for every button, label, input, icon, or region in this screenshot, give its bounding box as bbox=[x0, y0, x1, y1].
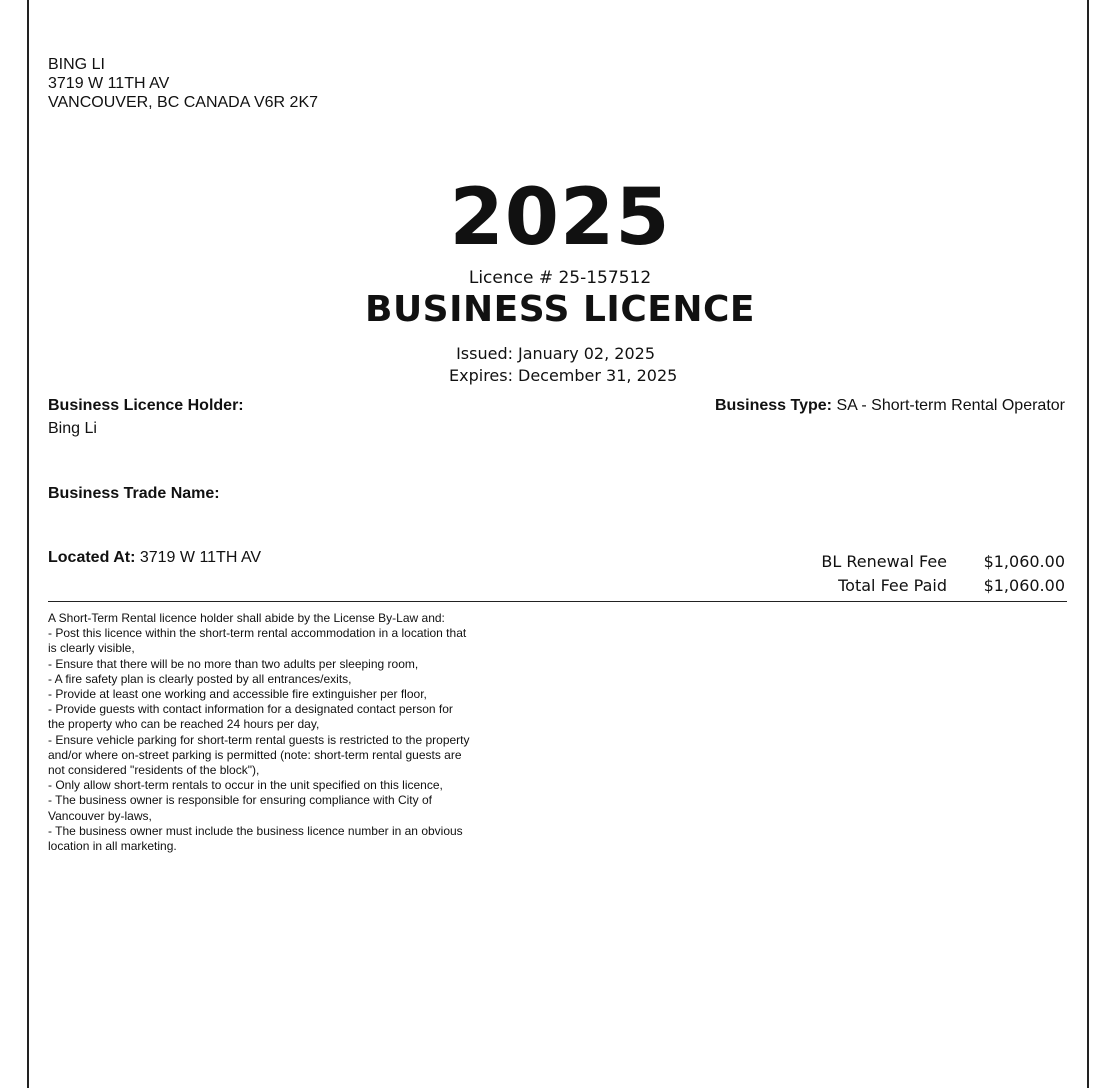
issued-date: January 02, 2025 bbox=[518, 344, 655, 363]
condition-line: - Ensure vehicle parking for short-term rental guests is restricted to the property bbox=[48, 732, 470, 747]
fee-row bbox=[821, 550, 1065, 574]
location-value: 3719 W 11TH AV bbox=[135, 549, 262, 566]
business-type-label: Business Type: bbox=[714, 397, 833, 414]
condition-line: - Provide at least one working and accessible fire extinguisher per floor, bbox=[48, 687, 427, 702]
condition-line: Vancouver by-laws, bbox=[48, 808, 152, 823]
condition-line: A Short-Term Rental licence holder shall abide by the License By-Law and: bbox=[48, 611, 445, 625]
fee-summary bbox=[821, 550, 1065, 598]
fee-amount: $1,060.00 bbox=[983, 552, 1065, 571]
condition-line: is clearly visible, bbox=[48, 641, 135, 656]
condition-line: not considered "residents of the block"), bbox=[48, 763, 260, 778]
fee-row bbox=[821, 574, 1065, 598]
condition-line: the property who can be reached 24 hours per day, bbox=[48, 717, 320, 732]
condition-line: and/or where on-street parking is permitted (note: short-term rental guests are bbox=[48, 747, 462, 762]
licence-page bbox=[27, 0, 1089, 1088]
location-label: Located At: bbox=[48, 549, 136, 566]
expires-date: December 31, 2025 bbox=[518, 366, 678, 385]
condition-line: - The business owner is responsible for ensuring compliance with City of bbox=[48, 793, 432, 808]
location bbox=[48, 549, 261, 567]
condition-line: - Only allow short-term rentals to occur in the unit specified on this licence, bbox=[48, 778, 443, 793]
issued-label: Issued: bbox=[456, 344, 513, 363]
condition-line: - Post this licence within the short-term rental accommodation in a location that bbox=[48, 626, 467, 641]
licence-conditions bbox=[48, 611, 588, 854]
expires-label: Expires: bbox=[449, 366, 513, 385]
business-type bbox=[715, 397, 1065, 415]
condition-line: - Ensure that there will be no more than two adults per sleeping room, bbox=[48, 656, 419, 671]
licence-dates bbox=[435, 343, 677, 387]
licence-number: Licence # 25-157512 bbox=[468, 268, 652, 288]
condition-line: - A fire safety plan is clearly posted by all entrances/exits, bbox=[48, 671, 352, 686]
issued-row bbox=[435, 343, 677, 365]
condition-line: - The business owner must include the business licence number in an obvious bbox=[48, 823, 463, 838]
recipient-city: VANCOUVER, BC CANADA V6R 2K7 bbox=[48, 94, 319, 111]
expires-row bbox=[435, 365, 677, 387]
holder-value: Bing Li bbox=[48, 420, 97, 437]
fee-label: Total Fee Paid bbox=[838, 576, 947, 595]
condition-line: - Provide guests with contact information for a designated contact person for bbox=[48, 702, 453, 717]
holder-label: Business Licence Holder: bbox=[48, 397, 244, 414]
licence-year: 2025 bbox=[449, 173, 671, 263]
document-title: BUSINESS LICENCE bbox=[365, 289, 755, 330]
divider bbox=[48, 601, 1067, 602]
fee-amount: $1,060.00 bbox=[983, 576, 1065, 595]
trade-name-label: Business Trade Name: bbox=[48, 485, 220, 502]
recipient-name: BING LI bbox=[48, 56, 105, 73]
fee-label: BL Renewal Fee bbox=[821, 552, 947, 571]
condition-line: location in all marketing. bbox=[48, 839, 177, 854]
recipient-street: 3719 W 11TH AV bbox=[48, 75, 170, 92]
business-type-value: SA - Short-term Rental Operator bbox=[832, 397, 1065, 414]
mailing-address bbox=[48, 55, 318, 112]
